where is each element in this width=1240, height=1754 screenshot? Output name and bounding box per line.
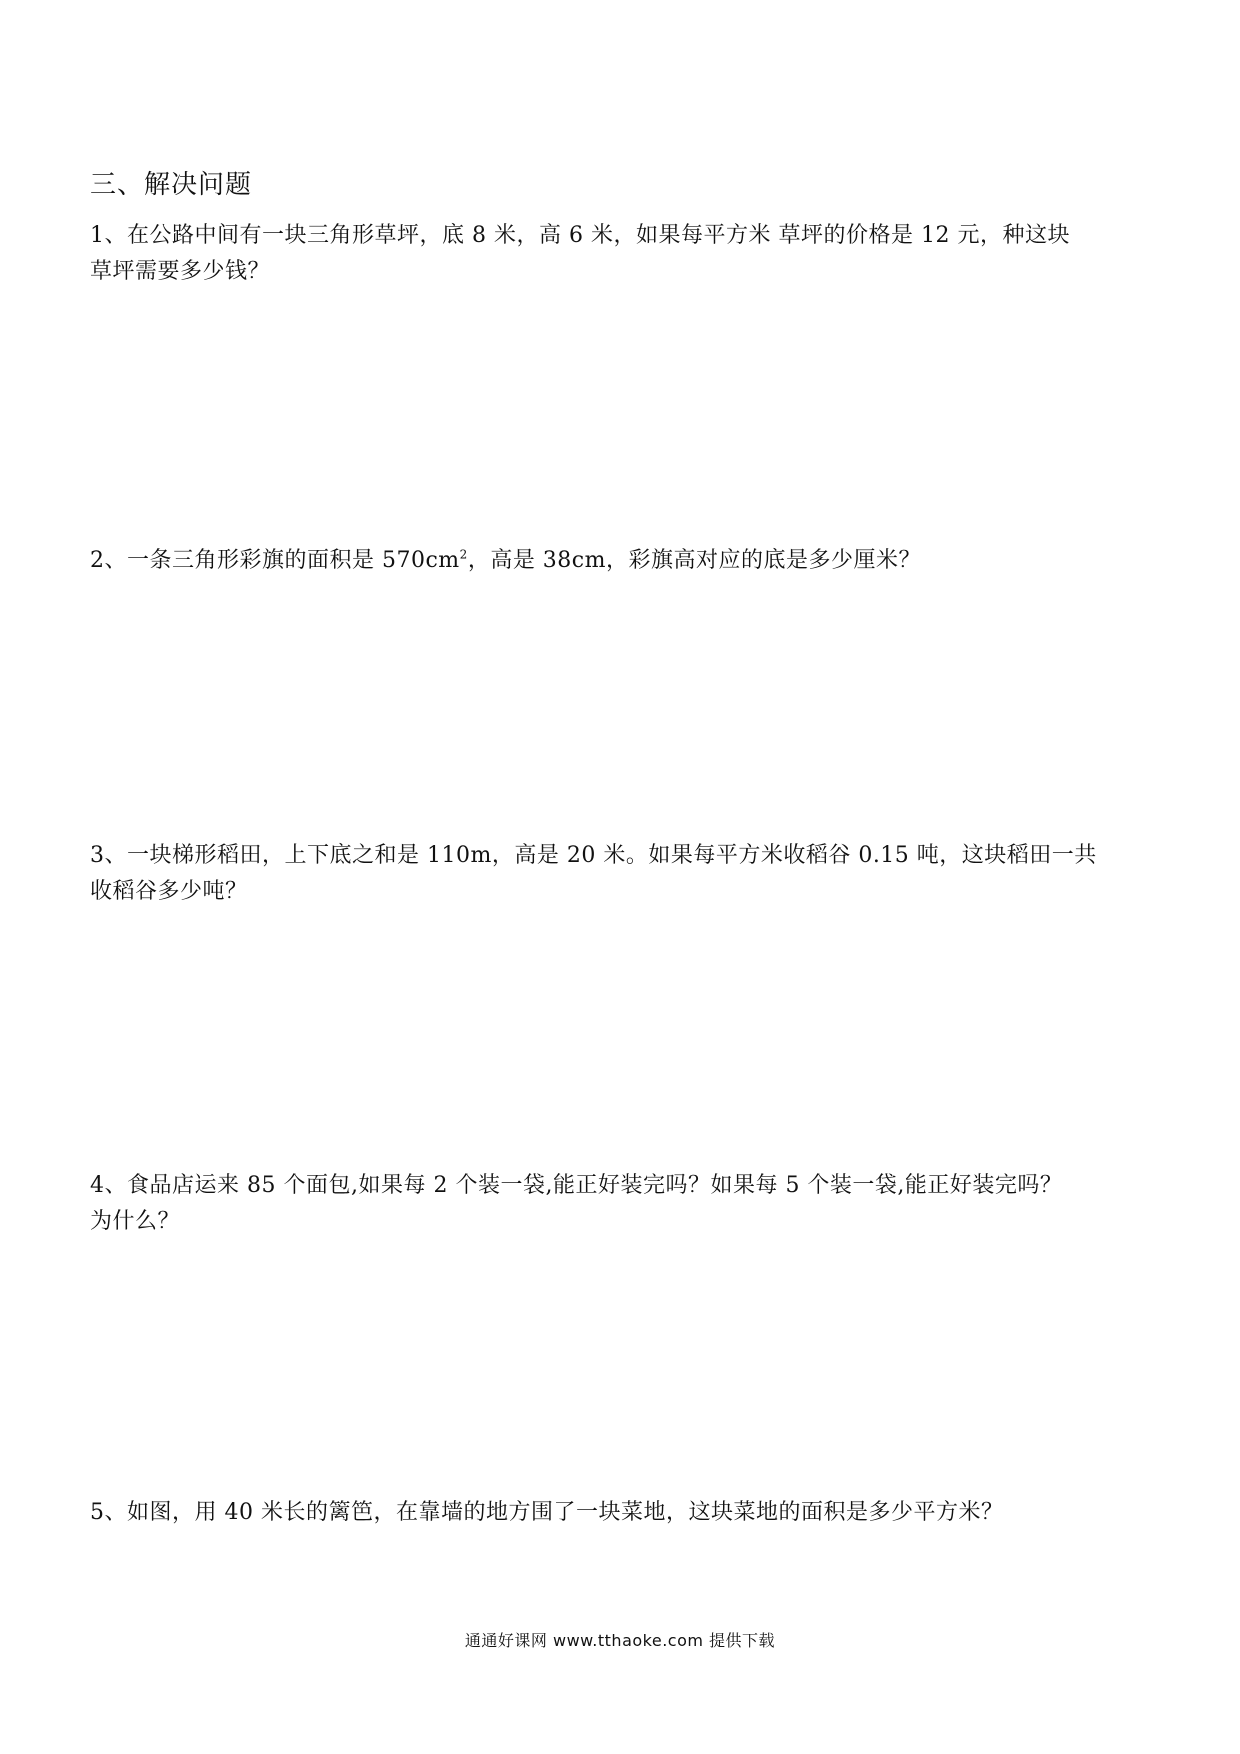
section-title: 三、解决问题: [90, 170, 253, 200]
question-4-line-2: 为什么？: [90, 1209, 181, 1234]
question-4-line-1: 4、食品店运来 85 个面包,如果每 2 个装一袋,能正好装完吗？如果每 5 个装一袋,能正好装完吗？: [90, 1173, 1063, 1198]
footer-source-text: 通通好课网 www.tthaoke.com 提供下载: [464, 1631, 776, 1650]
question-3: [90, 838, 1160, 910]
question-3-line-1: 3、一块梯形稻田，上下底之和是 110m，高是 20 米。如果每平方米收稻谷 0.15 吨，这块稻田一共: [90, 843, 1097, 868]
question-4: [90, 1168, 1160, 1240]
question-5: [90, 1495, 1160, 1531]
question-5-line-1: 5、如图，用 40 米长的篱笆，在靠墙的地方围了一块菜地，这块菜地的面积是多少平方米？: [90, 1500, 1004, 1525]
question-2-superscript: 2: [459, 547, 468, 562]
question-2-after-unit: ，高是 38cm，彩旗高对应的底是多少厘米？: [467, 548, 921, 573]
question-1-line-1: 1、在公路中间有一块三角形草坪，底 8 米，高 6 米，如果每平方米 草坪的价格是 12 元，种这块: [90, 223, 1070, 248]
question-1: [90, 218, 1160, 290]
question-1-line-2: 草坪需要多少钱？: [90, 259, 271, 284]
question-2-text: [90, 543, 1160, 579]
question-2: [90, 543, 1160, 579]
question-2-before-unit: 2、一条三角形彩旗的面积是 570cm: [90, 548, 460, 573]
question-3-line-2: 收稻谷多少吨？: [90, 879, 248, 904]
